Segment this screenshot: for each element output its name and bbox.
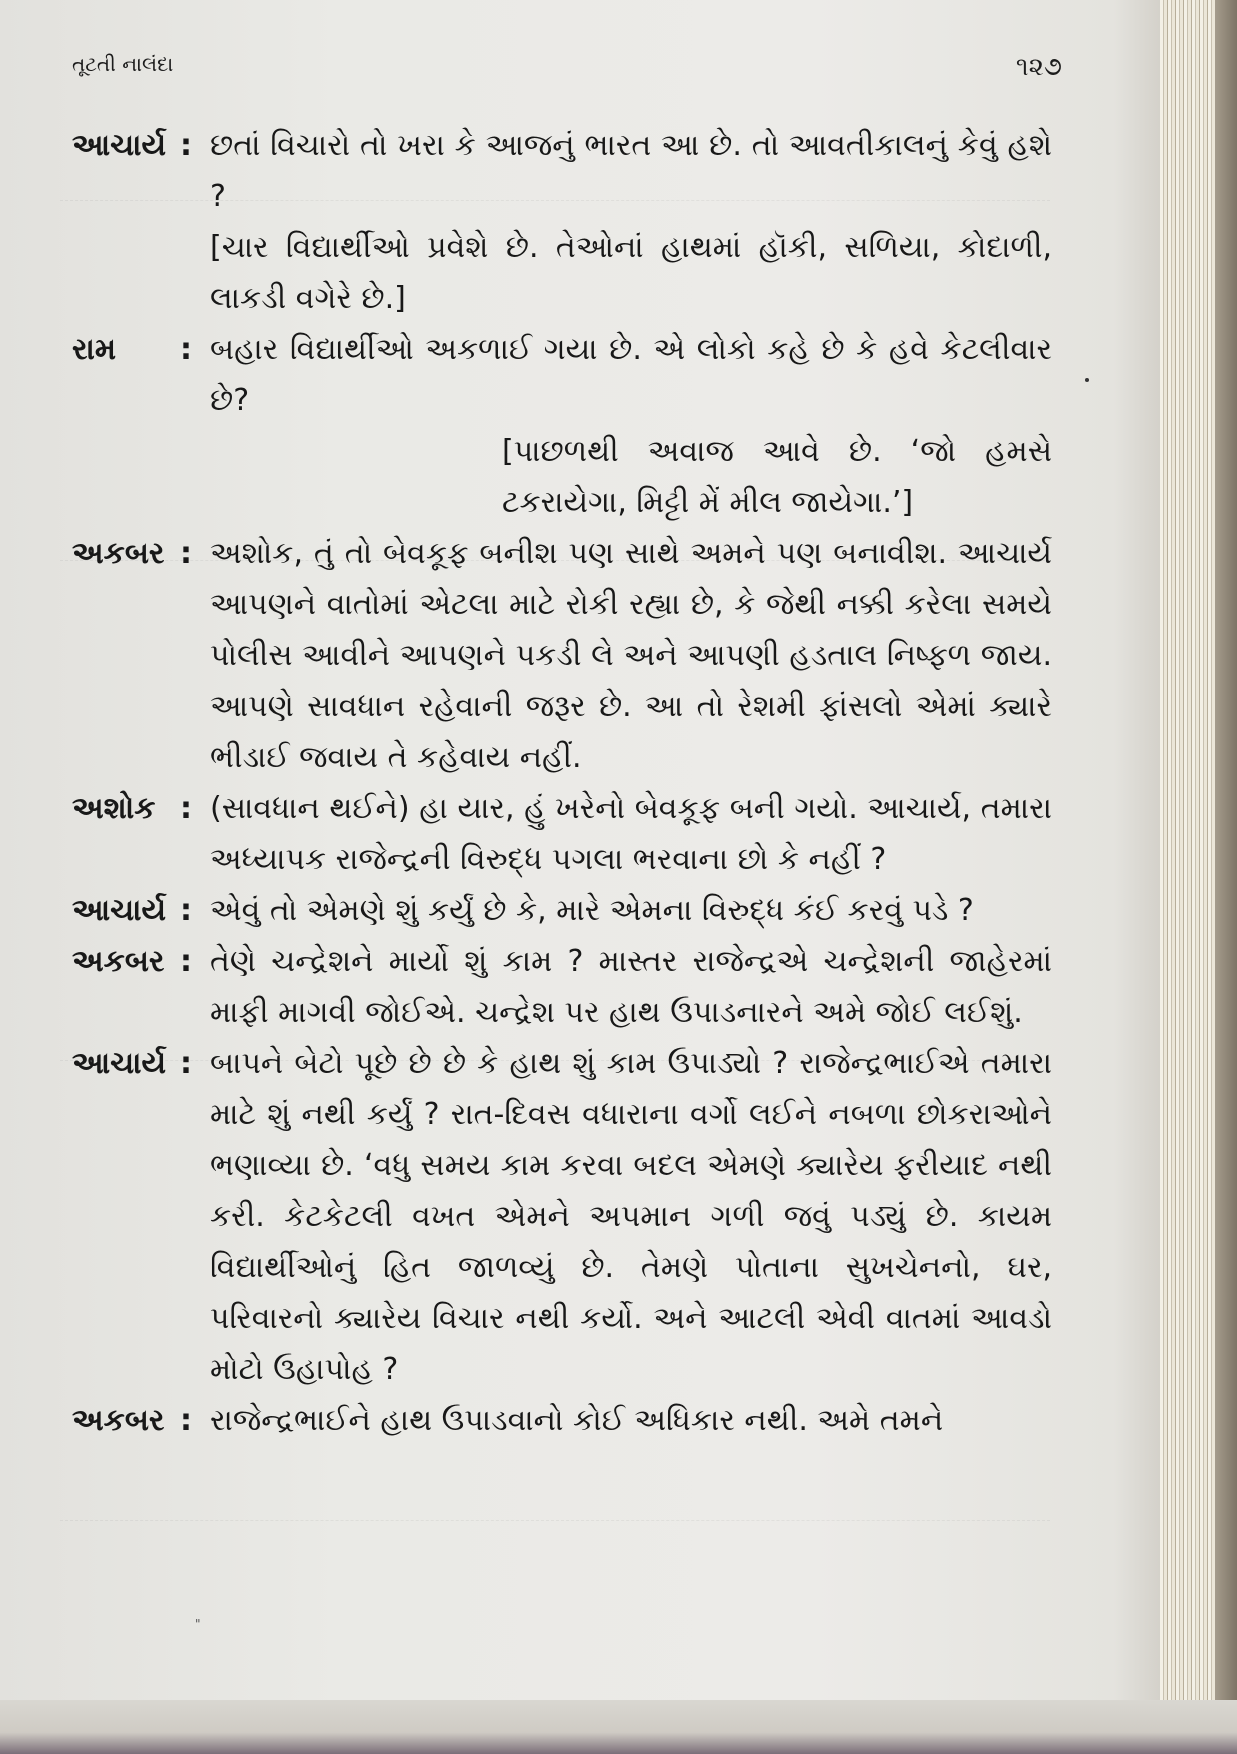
speech-text: (સાવધાન થઈને) હા યાર, હું ખરેનો બેવકૂફ બની ગયો. આચાર્ય, તમારા અધ્યાપક રાજેન્દ્રની વિરુદ્ધ પગલા ભરવાના છો કે નહીં ? — [210, 791, 1052, 877]
dialogue-line — [72, 324, 1052, 426]
speaker-colon: : — [180, 332, 192, 367]
speaker-name: અકબર — [72, 944, 165, 979]
speech-text: તેણે ચન્દ્રેશને માર્યો શું કામ ? માસ્તર રાજેન્દ્રએ ચન્દ્રેશની જાહેરમાં માફી માગવી જોઈએ. ચન્દ્રેશ પર હાથ ઉપાડનારને અમે જોઈ લઈશું. — [210, 944, 1052, 1030]
speech-text: બહાર વિદ્યાર્થીઓ અકળાઈ ગયા છે. એ લોકો કહે છે કે હવે કેટલીવાર છે? — [210, 332, 1052, 418]
dialogue-line — [72, 1038, 1052, 1395]
page-bottom-margin — [0, 1700, 1237, 1754]
speaker-colon: : — [180, 536, 192, 571]
stage-direction-offstage: [પાછળથી અવાજ આવે છે. ‘જો હમસે ટકરાયેગા, મિટ્ટી મેં મીલ જાયેગા.’] — [502, 434, 1052, 520]
speech-text: છતાં વિચારો તો ખરા કે આજનું ભારત આ છે. તો આવતીકાલનું કેવું હશે ? — [210, 128, 1052, 214]
speaker-colon: : — [180, 893, 192, 928]
speaker-name: આચાર્ય — [72, 128, 167, 163]
speaker-name: અકબર — [72, 536, 165, 571]
page-number: ૧૨૭ — [1015, 52, 1062, 82]
speaker-name: અશોક — [72, 791, 156, 826]
speaker-name: આચાર્ય — [72, 1046, 167, 1081]
stage-direction: [ચાર વિદ્યાર્થીઓ પ્રવેશે છે. તેઓનાં હાથમાં હૉકી, સળિયા, કોદાળી, લાકડી વગેરે છે.] — [210, 230, 1052, 316]
speaker-colon: : — [180, 944, 192, 979]
dialogue-line — [72, 120, 1052, 222]
speech-text: એવું તો એમણે શું કર્યું છે કે, મારે એમના વિરુદ્ધ કંઈ કરવું પડે ? — [210, 893, 974, 928]
dialogue-line — [72, 885, 1052, 936]
dialogue-line — [72, 783, 1052, 885]
speaker-name: આચાર્ય — [72, 893, 167, 928]
dialogue-line — [72, 1395, 1052, 1446]
speech-text: અશોક, તું તો બેવકૂફ બનીશ પણ સાથે અમને પણ બનાવીશ. આચાર્ય આપણને વાતોમાં એટલા માટે રોકી રહ્યા છે, કે જેથી નક્કી કરેલા સમયે પોલીસ આવીને આપણને પકડી લે અને આપણી હડતાલ નિષ્ફળ જાય. આપણે સાવધાન રહેવાની જરૂર છે. આ તો રેશમી ફાંસલો એમાં ક્યારે ભીડાઈ જવાય તે કહેવાય નહીં. — [210, 536, 1052, 775]
speech-text: બાપને બેટો પૂછે છે છે કે હાથ શું કામ ઉપાડ્યો ? રાજેન્દ્રભાઈએ તમારા માટે શું નથી કર્યું ? રાત-દિવસ વધારાના વર્ગો લઈને નબળા છોકરાઓને ભણાવ્યા છે. ‘વધુ સમય કામ કરવા બદલ એમણે ક્યારેય ફરીયાદ નથી કરી. કેટકેટલી વખત એમને અપમાન ગળી જવું પડ્યું છે. કાયમ વિદ્યાર્થીઓનું હિત જાળવ્યું છે. તેમણે પોતાના સુખચેનનો, ઘર, પરિવારનો ક્યારેય વિચાર નથી કર્યો. અને આટલી એવી વાતમાં આવડો મોટો ઉહાપોહ ? — [210, 1046, 1052, 1387]
dialogue-line — [72, 528, 1052, 783]
ink-speck — [1085, 378, 1089, 382]
speaker-colon: : — [180, 1046, 192, 1081]
book-spine-shadow — [1215, 0, 1237, 1754]
book-title: તૂટતી નાલંદા — [72, 52, 174, 76]
footer-mark: " — [195, 1617, 201, 1631]
dialogue-line — [72, 936, 1052, 1038]
speaker-name: અકબર — [72, 1403, 165, 1438]
speaker-name: રામ — [72, 332, 117, 367]
speaker-colon: : — [180, 1403, 192, 1438]
speaker-colon: : — [180, 791, 192, 826]
speech-text: રાજેન્દ્રભાઈને હાથ ઉપાડવાનો કોઈ અધિકાર નથી. અમે તમને — [210, 1403, 944, 1438]
dialogue-body — [72, 120, 1052, 1446]
speaker-colon: : — [180, 128, 192, 163]
